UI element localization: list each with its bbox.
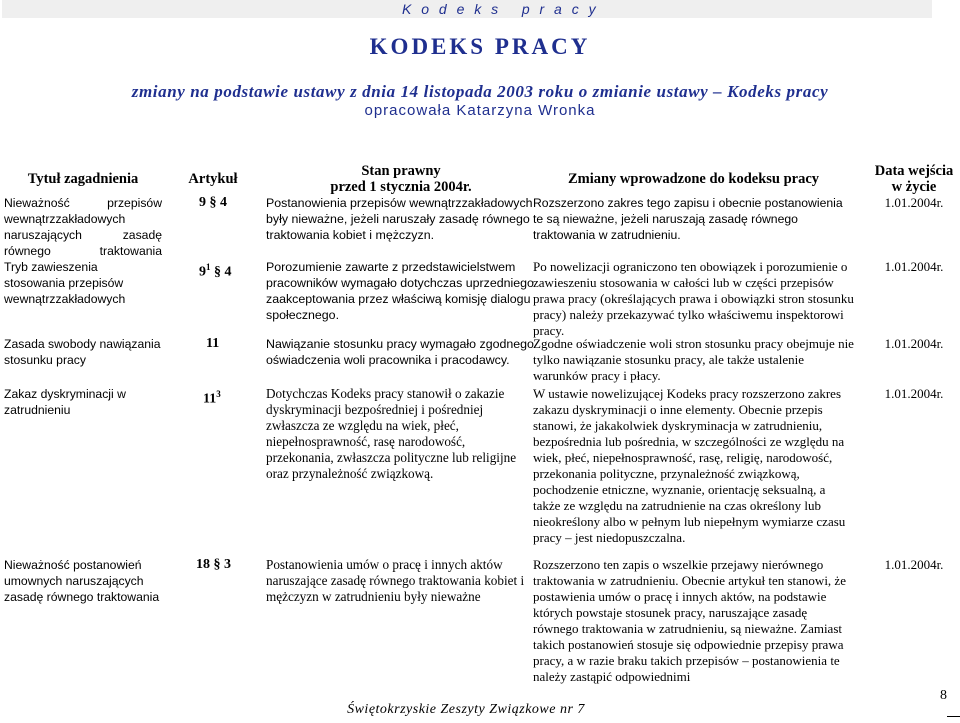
row-5-article-number: 18: [196, 557, 210, 572]
row-1-changes: Rozszerzono zakres tego zapisu i obecnie postanowienia te są nieważne, jeżeli naruszają zasadę równego traktowania w zatrudnieniu.: [533, 196, 843, 242]
column-header-date-line2: w życie: [891, 179, 937, 195]
column-header-old-law-line1: Stan prawny: [361, 163, 441, 179]
column-header-old-law-line2: przed 1 stycznia 2004r.: [330, 179, 472, 195]
row-4-article: [203, 386, 221, 408]
row-4-changes: W ustawie nowelizującej Kodeks pracy rozszerzono zakres zakazu dyskryminacji o inne elementy. Obecnie przepis stanowi, że jakakolwiek dyskryminacja w zatrudnieniu, bezpośrednia lub pośrednia, w szczególności ze względu na wiek, płeć, niepełnosprawność, rasę, religię, narodowość, przekonania polityczne, przynależność związkową, pochodzenie etniczne, wyznanie, orientację seksualną, a także ze względu na zatrudnienie na czas określony lub nieokreślony albo w pełnym lub niepełnym wymiarze czasu pracy – jest niedopuszczalna.: [533, 386, 846, 545]
row-5-date: 1.01.2004r.: [884, 557, 944, 572]
row-1-article-number: 9: [199, 195, 206, 210]
row-2-changes: Po nowelizacji ograniczono ten obowiązek i porozumienie o zawieszeniu stosowania w całości lub w części przepisów prawa pracy (określających prawa i obowiązki stron stosunku pracy) należy przekazywać tylko właściwemu inspektorowi pracy.: [533, 259, 854, 338]
row-5-article-paragraph: 3: [224, 557, 231, 572]
row-2-date: 1.01.2004r.: [884, 259, 944, 274]
page-number-rule: [947, 716, 960, 717]
column-header-date: [868, 163, 960, 195]
row-2-article-number: 9: [199, 264, 206, 280]
row-2-article-superscript: 1: [206, 262, 211, 272]
row-5-article: 18 § 3: [196, 557, 231, 572]
row-3-article-number: 11: [206, 336, 220, 351]
row-3-article: [206, 336, 219, 352]
document-title: KODEKS PRACY: [369, 34, 591, 59]
row-4-date: 1.01.2004r.: [884, 386, 944, 401]
row-4-article-superscript: 3: [216, 389, 221, 399]
row-5-changes: Rozszerzono ten zapis o wszelkie przejawy nierównego traktowania w zatrudnieniu. Obecnie artykuł ten stanowi, że postawienia umów o pracę i innych aktów, na podstawie których powstaje stosunek pracy, naruszające zasadę równego traktowania w zatrudnieniu, są nieważne. Zamiast takich postanowień stosuje się odpowiednie przepisy prawa pracy, a w razie braku takich przepisów – postanowienia te należy zastąpić odpowiednimi: [533, 557, 846, 684]
footer-journal: Świętokrzyskie Zeszyty Związkowe nr 7: [347, 702, 585, 717]
header-band-text: K o d e k s p r a c y: [402, 1, 599, 17]
row-4-topic: Zakaz dyskryminacji w zatrudnieniu: [4, 387, 126, 417]
row-5-topic: Nieważność postanowień umownych naruszających zasadę równego traktowania: [4, 558, 160, 604]
column-header-date-line1: Data wejścia: [874, 163, 954, 179]
row-3-date: 1.01.2004r.: [884, 336, 944, 351]
row-2-old-law: Porozumienie zawarte z przedstawicielstwem pracowników wymagało dotychczas uprzedniego zaakceptowania przez właściwą komisję dialogu społecznego.: [266, 260, 534, 322]
column-header-article: Artykuł: [188, 171, 238, 187]
row-1-date: 1.01.2004r.: [884, 195, 944, 210]
column-header-old-law: [266, 163, 536, 195]
document-author: opracowała Katarzyna Wronka: [364, 102, 596, 119]
column-header-topic: Tytuł zagadnienia: [27, 171, 139, 187]
row-2-topic: Tryb zawieszenia stosowania przepisów wewnątrzzakładowych: [4, 260, 126, 306]
row-1-article-paragraph: 4: [220, 195, 227, 210]
row-1-article: 9 § 4: [199, 195, 227, 210]
row-3-old-law: Nawiązanie stosunku pracy wymagało zgodnego oświadczenia woli pracownika i pracodawcy.: [266, 337, 534, 367]
page-number: 8: [940, 688, 947, 703]
row-4-old-law: Dotychczas Kodeks pracy stanowił o zakazie dyskryminacji bezpośredniej i pośredniej zwłaszcza ze względu na wiek, płeć, niepełnosprawność, rasę narodowość, przekonania, zwłaszcza polityczne lub religijne oraz przynależność związkową.: [266, 386, 517, 481]
row-3-topic: Zasada swobody nawiązania stosunku pracy: [4, 337, 161, 367]
row-1-old-law: Postanowienia przepisów wewnątrzzakładowych były nieważne, jeżeli naruszały zasadę równego traktowania kobiet i mężczyzn.: [266, 196, 533, 242]
column-header-changes: Zmiany wprowadzone do kodeksu pracy: [567, 171, 820, 187]
row-2-article-paragraph: 4: [224, 264, 232, 280]
document-subtitle: zmiany na podstawie ustawy z dnia 14 listopada 2003 roku o zmianie ustawy – Kodeks pracy: [131, 82, 829, 101]
row-5-old-law: Postanowienia umów o pracę i innych aktów naruszające zasadę równego traktowania kobiet i mężczyzn w zatrudnieniu były nieważne: [266, 557, 525, 604]
row-3-changes: Zgodne oświadczenie woli stron stosunku pracy obejmuje nie tylko nawiązanie stosunku pracy, ale także ustalenie warunków pracy i płacy.: [533, 336, 854, 383]
row-4-article-number: 11: [203, 391, 217, 407]
row-1-topic: Nieważność przepisów wewnątrzzakładowych naruszających zasadę równego traktowania: [4, 196, 162, 258]
row-2-article: $9^1$ § 4: [199, 262, 232, 280]
